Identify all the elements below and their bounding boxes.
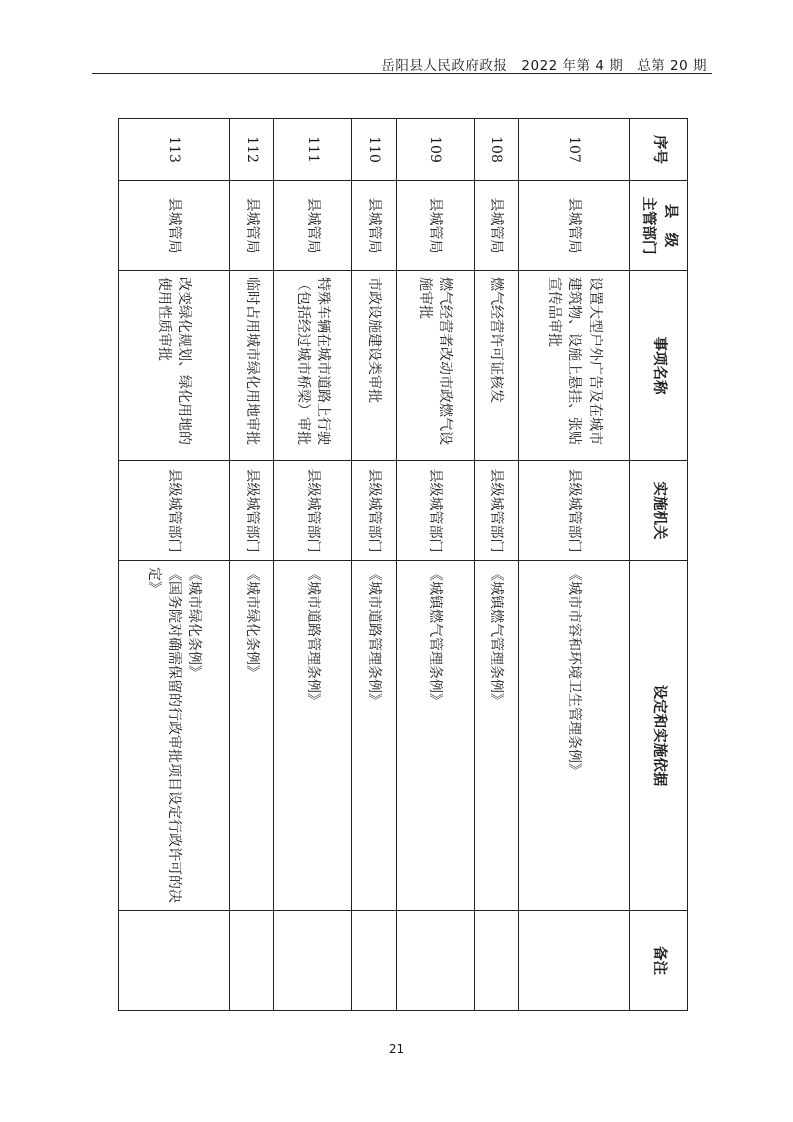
row-note	[229, 911, 274, 1011]
row-agency: 县级城管部门	[352, 461, 397, 561]
rotated-table-container	[118, 118, 688, 1010]
row-basis-line: 《城市绿化条例》	[243, 567, 260, 679]
row-item: 市政设施建设类审批	[352, 271, 397, 461]
col-header-item: 事项名称	[630, 271, 688, 461]
row-dept: 县城管局	[352, 181, 397, 271]
row-item: 特殊车辆在城市道路上行驶（包括经过城市桥梁）审批	[274, 271, 352, 461]
row-item: 燃气经营者改动市政燃气设施审批	[396, 271, 474, 461]
row-seq: 113	[119, 119, 230, 181]
row-item: 燃气经营许可证核发	[474, 271, 519, 461]
col-header-dept-line2: 主管部门	[640, 196, 657, 255]
row-dept: 县城管局	[519, 181, 630, 271]
col-header-note: 备注	[630, 911, 688, 1011]
row-basis	[519, 561, 630, 911]
row-basis-line: 《城市道路管理条例》	[305, 567, 322, 707]
table-row	[474, 119, 519, 1011]
row-seq: 107	[519, 119, 630, 181]
page-number: 21	[388, 1042, 405, 1056]
row-agency: 县级城管部门	[396, 461, 474, 561]
table-row	[229, 119, 274, 1011]
row-basis-line: 《城镇燃气管理条例》	[488, 567, 505, 707]
row-seq: 108	[474, 119, 519, 181]
row-basis	[352, 561, 397, 911]
row-item: 临时占用城市绿化用地审批	[229, 271, 274, 461]
row-agency: 县级城管部门	[274, 461, 352, 561]
row-agency: 县级城管部门	[229, 461, 274, 561]
approval-items-table	[118, 118, 688, 1011]
table-row	[519, 119, 630, 1011]
col-header-basis: 设定和实施依据	[630, 561, 688, 911]
row-note	[274, 911, 352, 1011]
row-basis-line: 《国务院对确需保留的行政审批项目设定行政许可的决定》	[145, 567, 183, 903]
table-row	[119, 119, 230, 1011]
row-note	[119, 911, 230, 1011]
row-basis	[229, 561, 274, 911]
row-note	[474, 911, 519, 1011]
table-row	[352, 119, 397, 1011]
running-header: 岳阳县人民政府政报 2022 年第 4 期 总第 20 期	[381, 58, 707, 74]
row-note	[396, 911, 474, 1011]
table-header-row	[630, 119, 688, 1011]
row-seq: 110	[352, 119, 397, 181]
row-dept: 县城管局	[274, 181, 352, 271]
row-basis	[396, 561, 474, 911]
row-dept: 县城管局	[119, 181, 230, 271]
col-header-dept	[630, 181, 688, 271]
row-dept: 县城管局	[229, 181, 274, 271]
col-header-agency: 实施机关	[630, 461, 688, 561]
row-basis-line: 《城市道路管理条例》	[366, 567, 383, 707]
col-header-dept-line1: 县 级	[661, 203, 678, 248]
row-item: 设置大型户外广告及在城市建筑物、设施上悬挂、张贴宣传品审批	[519, 271, 630, 461]
table-row	[396, 119, 474, 1011]
row-seq: 112	[229, 119, 274, 181]
row-note	[519, 911, 630, 1011]
col-header-seq: 序号	[630, 119, 688, 181]
table-row	[274, 119, 352, 1011]
row-basis	[119, 561, 230, 911]
row-basis	[474, 561, 519, 911]
row-agency: 县级城管部门	[519, 461, 630, 561]
row-agency: 县级城管部门	[119, 461, 230, 561]
row-basis	[274, 561, 352, 911]
row-basis-line: 《城市绿化条例》	[186, 567, 203, 679]
row-dept: 县城管局	[474, 181, 519, 271]
header-rule	[92, 73, 712, 74]
row-seq: 111	[274, 119, 352, 181]
row-dept: 县城管局	[396, 181, 474, 271]
row-basis-line: 《城市市容和环境卫生管理条例》	[566, 567, 583, 777]
row-note	[352, 911, 397, 1011]
row-agency: 县级城管部门	[474, 461, 519, 561]
row-item: 改变绿化规划、绿化用地的使用性质审批	[119, 271, 230, 461]
row-basis-line: 《城镇燃气管理条例》	[427, 567, 444, 707]
row-seq: 109	[396, 119, 474, 181]
